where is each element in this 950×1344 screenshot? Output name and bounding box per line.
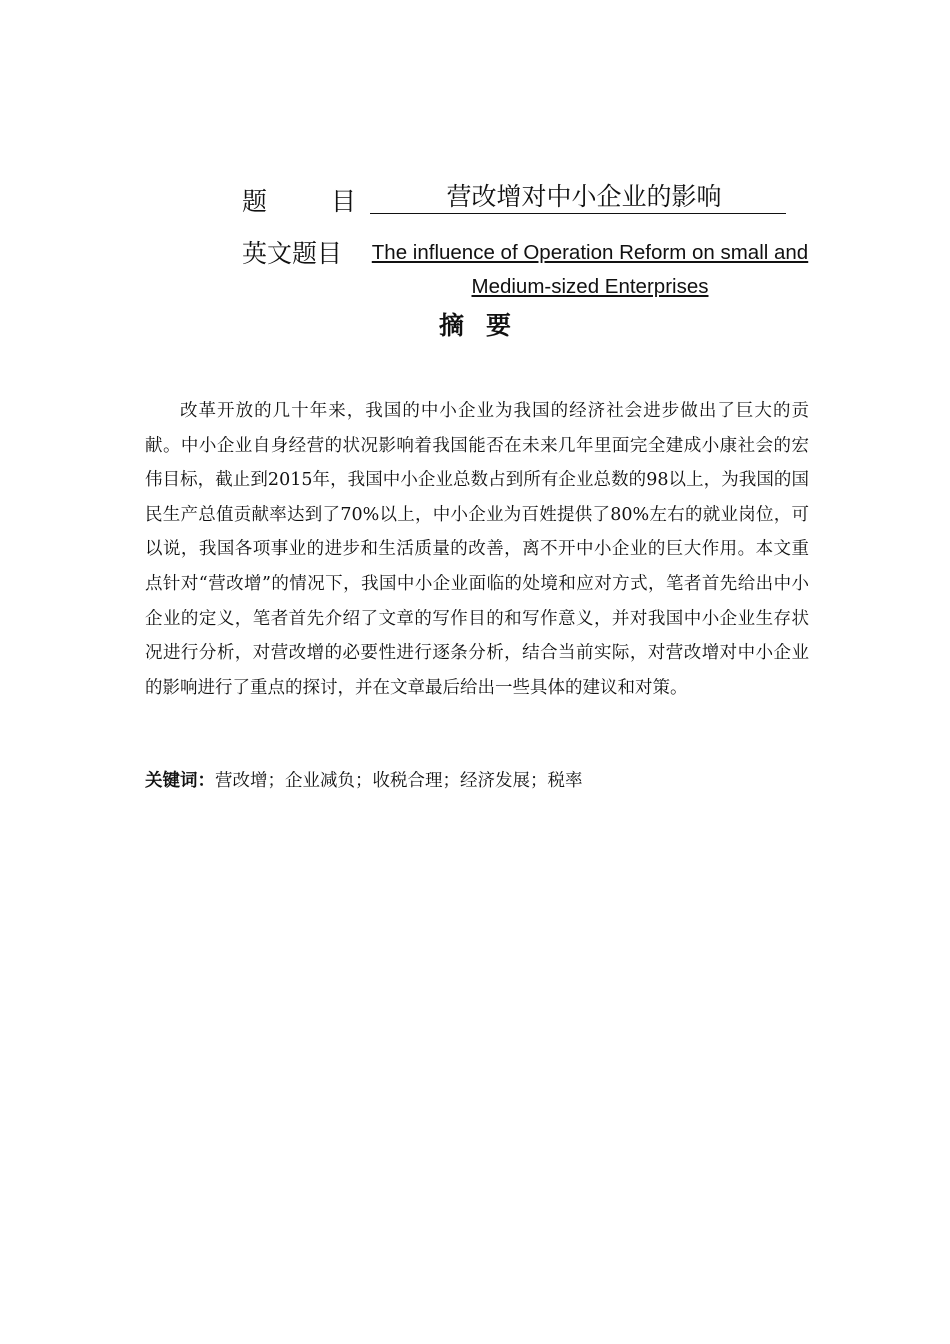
abstract-heading: 摘要 [438,311,533,340]
abstract-body: 改革开放的几十年来，我国的中小企业为我国的经济社会进步做出了巨大的贡献。中小企业自身经营的状况影响着我国能否在未来几年里面完全建成小康社会的宏伟目标，截止到2015年，我国中小企业总数占到所有企业总数的98以上，为我国的国民生产总值贡献率达到了70%以上，中小企业为百姓提供了80%左右的就业岗位，可以说，我国各项事业的进步和生活质量的改善，离不开中小企业的巨大作用。本文重点针对“营改增”的情况下，我国中小企业面临的处境和应对方式，笔者首先给出中小企业的定义，笔者首先介绍了文章的写作目的和写作意义，并对我国中小企业生存状况进行分析，对营改增的必要性进行逐条分析，结合当前实际，对营改增对中小企业的影响进行了重点的探讨，并在文章最后给出一些具体的建议和对策。 [145,401,809,698]
thesis-title-label: 题 目 [242,187,357,216]
english-title-row [242,232,822,302]
keywords-line [145,766,809,796]
thesis-title-row [242,180,802,220]
thesis-title-value: 营改增对中小企业的影响 [370,180,786,214]
keywords-value: 营改增；企业减负；收税合理；经济发展；税率 [215,771,583,791]
english-title-value: The influence of Operation Reform on small and Medium-sized Enterprises [371,241,809,298]
english-title-label: 英文题目 [242,239,343,268]
keywords-label: 关键词： [145,771,215,791]
